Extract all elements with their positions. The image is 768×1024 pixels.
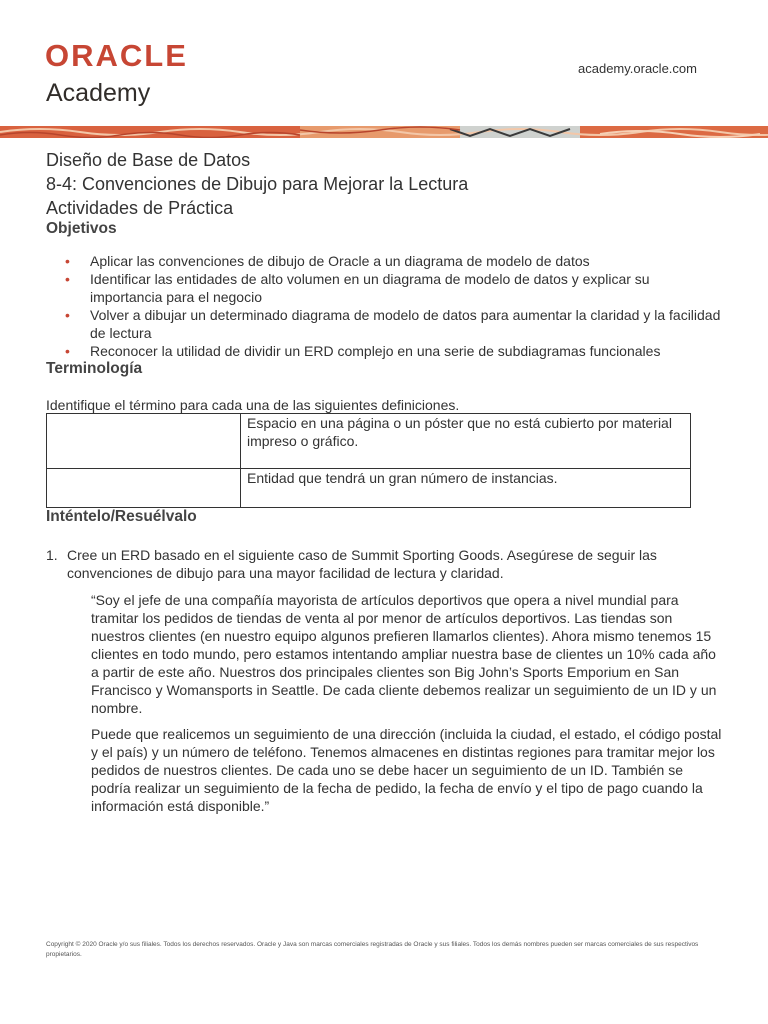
- lesson-title: 8-4: Convenciones de Dibujo para Mejorar la Lectura: [46, 174, 469, 194]
- course-title: Diseño de Base de Datos: [46, 150, 251, 170]
- terminology-instruction: Identifique el término para cada una de las siguientes definiciones.: [46, 397, 460, 413]
- objective-item: • Aplicar las convenciones de dibujo de Oracle a un diagrama de modelo de datos: [65, 253, 590, 269]
- term-answer-cell[interactable]: [47, 469, 241, 508]
- bullet-icon: •: [65, 271, 70, 287]
- copyright-footer: Copyright © 2020 Oracle y/o sus filiales. Todos los derechos reservados. Oracle y Java son marcas comerciales registradas de Oracle y sus filiales. Todos los demás nombres pueden ser marcas comerciales de sus respectivos propietarios.: [46, 941, 699, 958]
- document-body: [46, 148, 722, 823]
- term-answer-cell[interactable]: [47, 414, 241, 469]
- quote-paragraph: “Soy el jefe de una compañía mayorista de artículos deportivos que opera a nivel mundial para tramitar los pedidos de tiendas de venta al por menor de artículos deportivos. Las tiendas son nuestros clientes (en nuestro equipo algunos prefieren llamarlos clientes). Ahora mismo tenemos 15 clientes en todo mundo, pero estamos intentando ampliar nuestra base de clientes un 10% cada año a partir de este año. Nuestros dos principales clientes son Big John’s Sports Emporium en San Francisco y Womansports in Seattle. De cada cliente debemos realizar un seguimiento de un ID y un nombre.: [91, 592, 717, 716]
- objective-item: • Identificar las entidades de alto volumen en un diagrama de modelo de datos y explicar su importancia para el negocio: [65, 271, 650, 305]
- case-quote: [91, 591, 722, 815]
- bullet-icon: •: [65, 343, 70, 359]
- academy-logo-text: Academy: [46, 79, 151, 107]
- objective-item: • Volver a dibujar un determinado diagrama de modelo de datos para aumentar la claridad y la facilidad de lectura: [65, 307, 721, 341]
- exercise-text: Cree un ERD basado en el siguiente caso de Summit Sporting Goods. Asegúrese de seguir las convenciones de dibujo para una mayor facilidad de lectura y claridad.: [67, 547, 657, 581]
- try-it-heading: Inténtelo/Resuélvalo: [46, 508, 197, 525]
- objectives-list: [46, 252, 722, 360]
- objective-item: • Reconocer la utilidad de dividir un ERD complejo en una serie de subdiagramas funcionales: [65, 343, 661, 359]
- page-header: [0, 0, 768, 128]
- site-url: academy.oracle.com: [578, 61, 697, 76]
- definition-cell: Espacio en una página o un póster que no está cubierto por material impreso o gráfico.: [241, 414, 691, 469]
- objectives-heading: Objetivos: [46, 220, 117, 237]
- decorative-banner: [0, 126, 768, 138]
- activity-title: Actividades de Práctica: [46, 198, 234, 218]
- terminology-table: [46, 413, 691, 508]
- quote-paragraph: Puede que realicemos un seguimiento de una dirección (incluida la ciudad, el estado, el código postal y el país) y un número de teléfono. Tenemos almacenes en distintas regiones para tramitar mejor los pedidos de nuestros clientes. De cada uno se debe hacer un seguimiento de un ID. También se podría realizar un seguimiento de la fecha de pedido, la fecha de envío y el tipo de pago cuando la información está disponible.”: [91, 726, 722, 814]
- oracle-logo: ORACLE: [45, 38, 188, 73]
- table-row: [47, 469, 691, 508]
- exercise-number: 1.: [46, 547, 58, 563]
- definition-cell: Entidad que tendrá un gran número de instancias.: [241, 469, 691, 508]
- bullet-icon: •: [65, 253, 70, 269]
- table-row: [47, 414, 691, 469]
- terminology-heading: Terminología: [46, 360, 143, 377]
- bullet-icon: •: [65, 307, 70, 323]
- exercise-item: [46, 546, 722, 582]
